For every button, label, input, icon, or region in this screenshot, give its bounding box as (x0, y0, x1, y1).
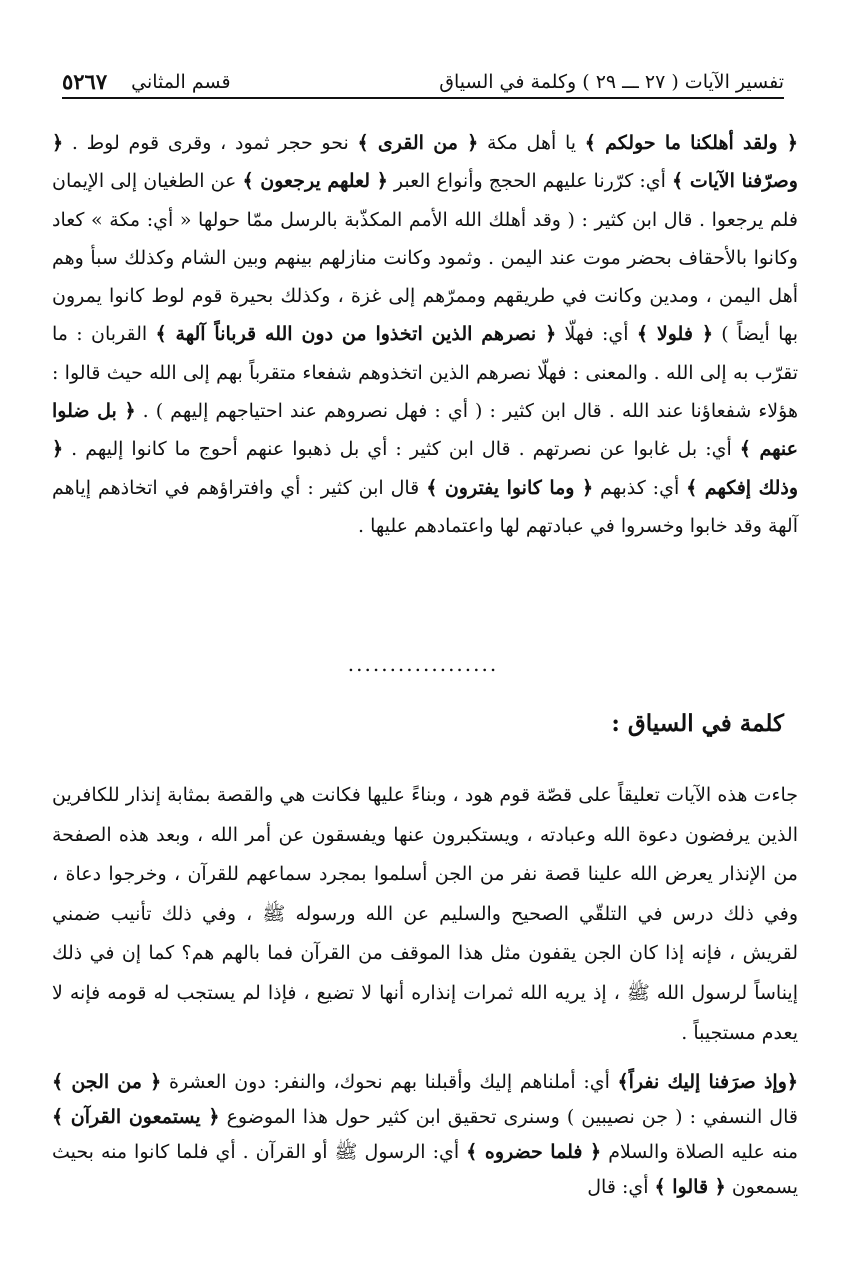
commentary-text: أي: أملناهم إليك وأقبلنا بهم نحوك، والنفر: دون العشرة (161, 1071, 618, 1093)
commentary-text: أي: كرّرنا عليهم الحجج وأنواع العبر (387, 170, 673, 193)
context-paragraph: جاءت هذه الآيات تعليقاً على قصّة قوم هود ، وبناءً عليها فكانت هي والقصة بمثابة إنذار للكافرين الذين يرفضون دعوة الله وعبادته ، ويستكبرون عنها ويفسقون عن أمر الله ، وبعد هذه الصفحة من الإنذار يعرض الله علينا قصة نفر من الجن أسلموا بمجرد سماعهم للقرآن ، وخرجوا دعاة ، وفي ذلك درس في التلقّي الصحيح والسليم عن الله ورسوله ﷺ ، وفي ذلك تأنيب ضمني لقريش ، فإنه إذا كان الجن يقفون مثل هذا الموقف من القرآن فما بالهم هم؟ كما إن في ذلك إيناساً لرسول الله ﷺ ، إذ يريه الله ثمرات إنذاره أنها لا تضيع ، فإذا لم يستجب له قومه فإنه لا يعدم مستجيباً . (52, 784, 798, 1044)
commentary-text: أي: كذبهم (593, 476, 687, 499)
verse-quote: ﴿ وذلك إفكهم ﴾ (52, 438, 799, 499)
page-header (62, 58, 784, 94)
verse-quote: ﴿ وصرّفنا الآيات ﴾ (52, 132, 798, 193)
section-name: قسم المثاني (131, 71, 231, 93)
verse-quote: ﴿ بل ضلوا عنهم ﴾ (52, 400, 798, 461)
commentary-text: قال ابن كثير : أي وافتراؤهم في اتخاذهم إياهم آلهة وقد خابوا وخسروا في عبادتهم لها واعتمادهم عليها . (52, 476, 798, 537)
verse-quote: ﴿ من القرى ﴾ (357, 132, 479, 154)
page-number: ٥٢٦٧ (62, 69, 108, 94)
commentary-text: القربان : ما تقرّب به إلى الله . والمعنى : فهلّا نصرهم الذين اتخذوهم شفعاء متقرباً بهم إلى الله حيث قالوا : هؤلاء شفعاؤنا عند الله . قال ابن كثير : ( أي : فهل نصروهم عند احتياجهم إليهم ) . (52, 323, 798, 423)
verse-quote: ﴿ وما كانوا يفترون ﴾ (426, 476, 594, 499)
verse-quote: ﴿ يستمعون القرآن ﴾ (52, 1106, 220, 1128)
commentary-text: أي: فهلّا (556, 323, 637, 346)
verse-quote: ﴿ نصرهم الذين اتخذوا من دون الله قرباناً آلهة ﴾ (155, 323, 557, 346)
commentary-text: أي: قال (587, 1176, 655, 1198)
verse-quote: ﴿ ولقد أهلكنا ما حولكم ﴾ (584, 132, 798, 154)
page-info (62, 70, 231, 94)
commentary-text: يا أهل مكة (478, 132, 585, 154)
commentary-text: أي: الرسول ﷺ أو القرآن . أي فلما كانوا منه بحيث يسمعون (52, 1141, 798, 1198)
verse-quote: ﴿ فلما حضروه ﴾ (466, 1141, 602, 1163)
verse-quote: ﴿ لعلهم يرجعون ﴾ (242, 170, 388, 193)
commentary-text: أي: بل غابوا عن نصرتهم . قال ابن كثير : أي بل ذهبوا عنهم أحوج ما كانوا إليهم . (63, 438, 740, 461)
verse-quote: ﴿ قالوا ﴾ (654, 1176, 726, 1198)
verse-quote: ﴿ فلولا ﴾ (636, 323, 713, 346)
section-separator: .................. (347, 652, 499, 676)
commentary-paragraph-1 (52, 124, 798, 545)
verse-quote: ﴿ من الجن ﴾ (52, 1071, 162, 1093)
verse-quote: ﴿وإذ صرَفنا إليك نفراً﴾ (617, 1071, 799, 1093)
commentary-text: منه عليه الصلاة والسلام (601, 1141, 799, 1163)
section-heading: كلمة في السياق : (611, 710, 784, 737)
commentary-text: عن الطغيان إلى الإيمان فلم يرجعوا . قال ابن كثير : ( وقد أهلك الله الأمم المكذّبة بالرسل ممّا حولها « أي: مكة » كعاد وكانوا بالأحقاف بحضر موت عند اليمن . وثمود وكانت منازلهم بينهم وبين الشام وكذلك سبأ وهم أهل اليمن ، ومدين وكانت في طريقهم وممرّهم إلى غزة ، وكذلك بحيرة قوم لوط كانوا يمرون بها أيضاً ) (52, 170, 798, 346)
commentary-text: قال النسفي : ( جن نصيبين ) وسنرى تحقيق ابن كثير حول هذا الموضوع (219, 1106, 798, 1128)
header-rule (62, 97, 784, 99)
running-title: تفسير الآيات ( ٢٧ ـــ ٢٩ ) وكلمة في السياق (439, 71, 784, 93)
commentary-text: نحو حجر ثمود ، وقرى قوم لوط . (63, 132, 358, 154)
commentary-paragraph-2 (52, 1065, 798, 1205)
